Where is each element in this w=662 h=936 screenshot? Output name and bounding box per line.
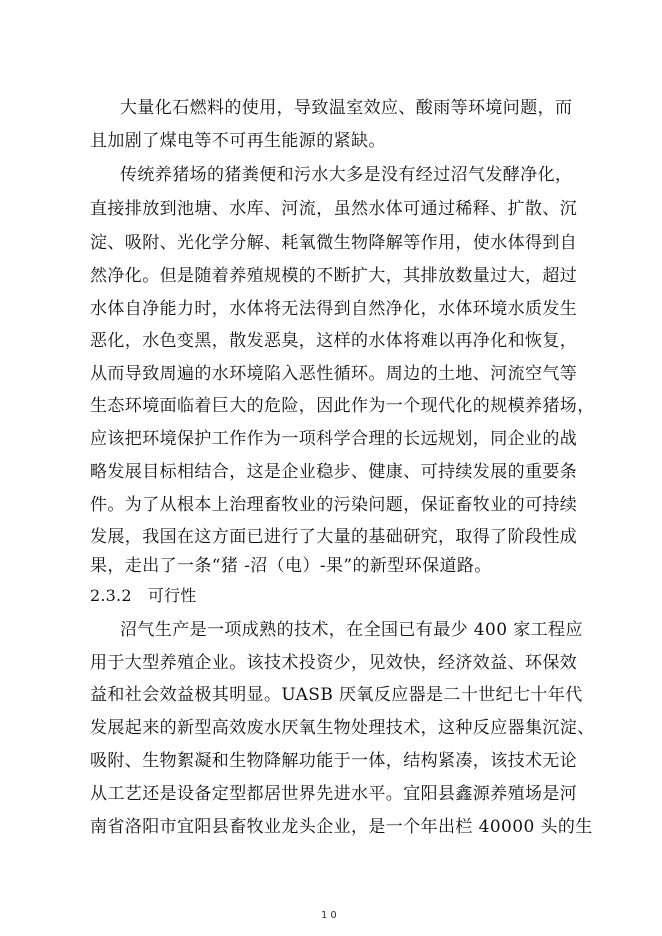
text-line: 从工艺还是设备定型都居世界先进水平。宜阳县鑫源养殖场是河 <box>90 784 578 804</box>
text-line: 南省洛阳市宜阳县畜牧业龙头企业，是一个年出栏 40000 头的生 <box>90 817 593 837</box>
text-line: 沼气生产是一项成熟的技术，在全国已有最少 400 家工程应 <box>120 620 583 640</box>
text-line: 生态环境面临着巨大的危险，因此作为一个现代化的规模养猪场， <box>90 396 595 416</box>
text-line: 水体自净能力时，水体将无法得到自然净化，水体环境水质发生 <box>90 299 578 319</box>
text-line: 然净化。但是随着养殖规模的不断扩大，其排放数量过大，超过 <box>90 266 578 286</box>
text-line: 件。为了从根本上治理畜牧业的污染问题，保证畜牧业的可持续 <box>90 495 578 515</box>
text-line: 吸附、生物絮凝和生物降解功能于一体，结构紧凑，该技术无论 <box>90 751 578 771</box>
text-line: 淀、吸附、光化学分解、耗氧微生物降解等作用，使水体得到自 <box>90 233 578 253</box>
text-line: 发展起来的新型高效废水厌氧生物处理技术，这种反应器集沉淀、 <box>90 718 595 738</box>
section-heading: 2.3.2 可行性 <box>90 586 197 605</box>
text-line: 从而导致周遍的水环境陷入恶性循环。周边的土地、河流空气等 <box>90 364 578 384</box>
text-line: 果，走出了一条“猪 -沼（电）-果”的新型环保道路。 <box>90 556 492 576</box>
text-line: 发展，我国在这方面已进行了大量的基础研究，取得了阶段性成 <box>90 527 578 547</box>
text-line: 益和社会效益极其明显。UASB 厌氧反应器是二十世纪七十年代 <box>90 685 583 705</box>
text-line: 略发展目标相结合，这是企业稳步、健康、可持续发展的重要条 <box>90 462 578 482</box>
text-line: 大量化石燃料的使用，导致温室效应、酸雨等环境问题，而 <box>120 98 573 118</box>
text-line: 用于大型养殖企业。该技术投资少，见效快，经济效益、环保效 <box>90 653 578 673</box>
text-line: 应该把环境保护工作作为一项科学合理的长远规划，同企业的战 <box>90 429 578 449</box>
text-line: 恶化，水色变黑，散发恶臭，这样的水体将难以再净化和恢复， <box>90 331 578 351</box>
text-line: 且加剧了煤电等不可再生能源的紧缺。 <box>90 131 386 151</box>
page-number: 10 <box>321 910 340 921</box>
text-line: 传统养猪场的猪粪便和污水大多是没有经过沼气发酵净化， <box>120 165 573 185</box>
text-line: 直接排放到池塘、水库、河流，虽然水体可通过稀释、扩散、沉 <box>90 199 578 219</box>
